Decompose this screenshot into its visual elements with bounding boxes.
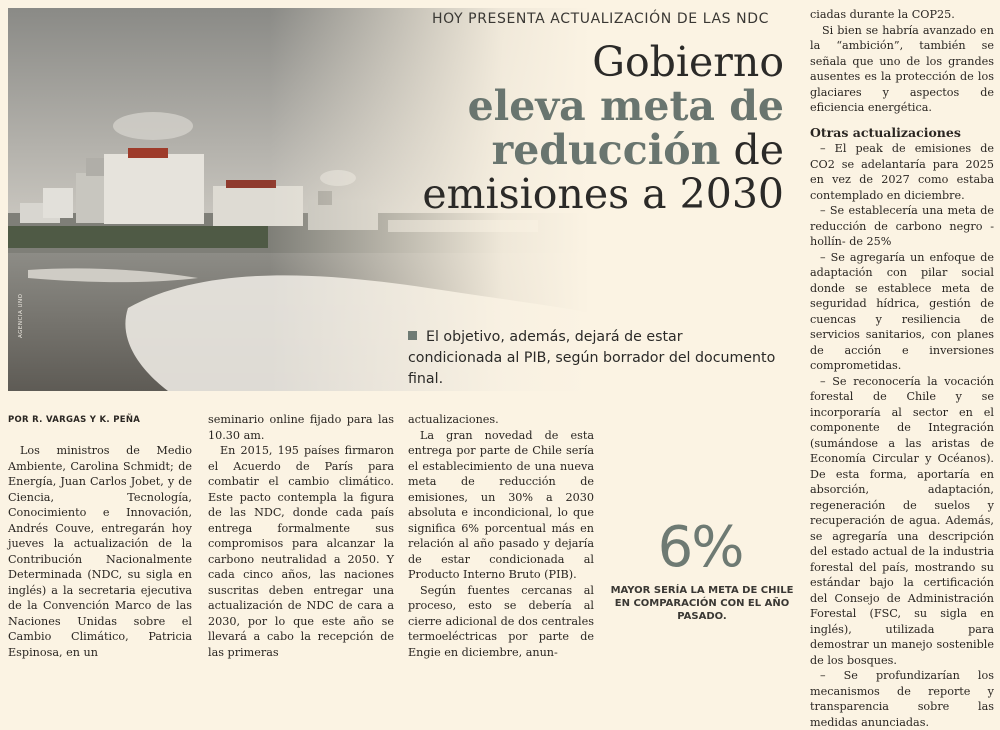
subhead — [408, 327, 778, 390]
big-stat-value: 6% — [657, 515, 743, 580]
kicker: HOY PRESENTA ACTUALIZACIÓN DE LAS NDC — [432, 11, 770, 27]
list-item: – Se profundizarían los mecanismos de reporte y transparencia sobre las medidas anunciadas. — [810, 669, 994, 729]
section-subtitle: Otras actualizaciones — [810, 124, 961, 140]
paragraph: La gran novedad de esta entrega por parte de Chile sería el establecimiento de una nueva meta de reducción de emisiones, un 30% a 2030 absoluta e incondicional, lo que significa 6% porcentual más en relación al año pasado y dejaría de estar condicionada al Producto Interno Bruto (PIB). — [408, 428, 594, 581]
column-3 — [408, 412, 594, 660]
column-4 — [810, 7, 994, 730]
list-item: – Se establecería una meta de reducción de carbono negro -hollín- de 25% — [810, 204, 994, 248]
paragraph: seminario online fijado para las 10.30 am. — [208, 413, 394, 442]
headline-line-2: eleva meta de — [467, 82, 784, 130]
headline-line-4: emisiones a 2030 — [422, 170, 784, 218]
list-item: – Se reconocería la vocación forestal de Chile y se incorporaría al sector en el componente de Integración (sumándose a las aristas de Economía Circular y Océanos). De esta forma, aportaría en absorción, adaptación, regeneración de suelos y recuperación de agua. Además, se agregaría una descripción del estado actual de la industria forestal del país, mostrando su estándar bajo la certificación del Consejo de Administración Forestal (FSC, su sigla en inglés), utilizada para demostrar un manejo sostenible de los bosques. — [810, 374, 994, 667]
headline — [422, 40, 784, 216]
paragraph: actualizaciones. — [408, 413, 499, 426]
paragraph: Según fuentes cercanas al proceso, esto se debería al cierre adicional de dos centrales termoeléctricas por parte de Engie en diciembre, anun- — [408, 583, 594, 659]
byline: POR R. VARGAS Y K. PEÑA — [8, 415, 141, 425]
paragraph: Los ministros de Medio Ambiente, Carolina Schmidt; de Energía, Juan Carlos Jobet, y de Ciencia, Tecnología, Conocimiento e Innovación, Andrés Couve, entregarán hoy jueves la actualización de la Contribución Nacionalmente Determinada (NDC, su sigla en inglés) a la secretaria ejecutiva de la Convención Marco de las Naciones Unidas sobre el Cambio Climático, Patricia Espinosa, en un — [8, 444, 192, 659]
column-2 — [208, 412, 394, 660]
headline-line-3-rest: de — [720, 126, 784, 174]
headline-line-3 — [422, 128, 784, 172]
list-item: – El peak de emisiones de CO2 se adelantaría para 2025 en vez de 2027 como estaba contemplado en diciembre. — [810, 142, 994, 202]
paragraph: ciadas durante la COP25. — [810, 8, 955, 21]
paragraph: En 2015, 195 países firmaron el Acuerdo de París para combatir el cambio climático. Este pacto contempla la figura de las NDC, donde cada país entrega formalmente sus compromisos para alcanzar la carbono neutralidad a 2050. Y cada cinco años, las naciones suscritas deben entregar una actualización de NDC de cara a 2030, por lo que este año se llevará a cabo la recepción de las primeras — [208, 444, 394, 659]
subhead-text: El objetivo, además, dejará de estar condicionada al PIB, según borrador del documento final. — [408, 329, 776, 387]
photo-credit: AGENCIA UNO — [18, 293, 24, 338]
big-stat-caption: MAYOR SERÍA LA META DE CHILE EN COMPARACIÓN CON EL AÑO PASADO. — [610, 585, 794, 622]
square-bullet-icon — [408, 331, 417, 340]
headline-line-3-highlight: reducción — [491, 126, 721, 174]
headline-line-1: Gobierno — [592, 38, 784, 86]
column-1 — [8, 443, 192, 660]
paragraph: Si bien se habría avanzado en la “ambición”, también se señala que uno de los grandes ausentes es la protección de los glaciares y aspectos de eficiencia energética. — [810, 23, 994, 114]
list-item: – Se agregaría un enfoque de adaptación con pilar social donde se establece meta de seguridad hídrica, gestión de cuencas y resiliencia de servicios sanitarios, con planes de acción e inversiones comprometidas. — [810, 250, 994, 372]
